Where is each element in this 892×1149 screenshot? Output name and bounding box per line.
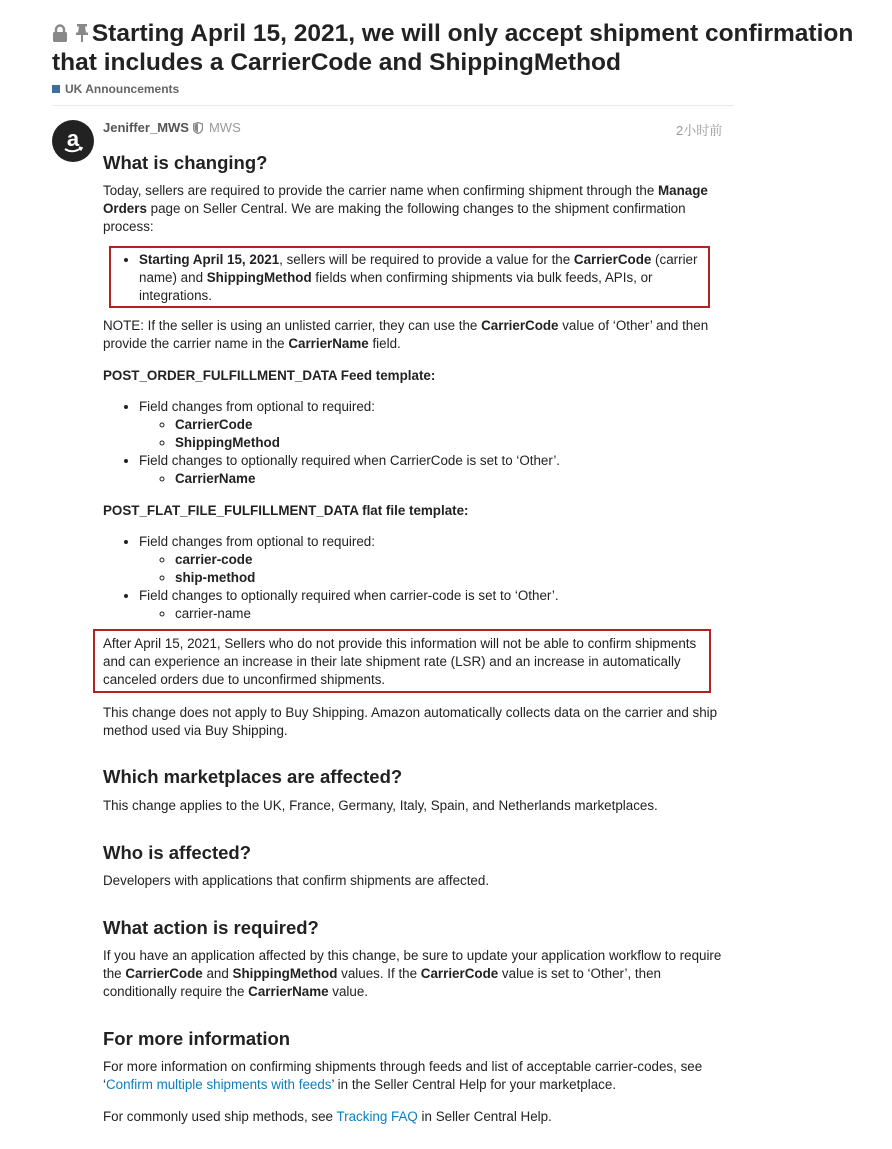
lock-icon [52,24,68,42]
shield-icon [193,122,203,134]
ship-methods-paragraph: For commonly used ship methods, see Tracking FAQ in Seller Central Help. [103,1109,552,1124]
intro-paragraph: Today, sellers are required to provide the carrier name when confirming shipment through the Manage Orders page on Seller Central. We are making the following changes to the shipment confirmation process: [103,183,708,234]
highlight-box-warning [93,629,711,693]
list-item: ◦ CarrierCode [175,416,759,434]
list-item: • Field changes from optional to required: ◦ CarrierCode ◦ ShippingMethod [139,398,759,452]
flat-file-template-list [103,533,759,623]
title-icons [52,21,89,49]
category-color-icon [52,85,60,93]
list-item: • Field changes from optional to required: ◦ carrier-code ◦ ship-method [139,533,759,587]
topic-title-text: Starting April 15, 2021, we will only accept shipment confirmation that includes a CarrierCode and ShippingMethod [52,20,854,76]
confirm-shipments-link[interactable]: Confirm multiple shipments with feeds [105,1077,332,1092]
user-group[interactable]: MWS [208,120,241,135]
divider [52,105,733,106]
category-label: UK Announcements [65,82,180,96]
list-item: • Field changes to optionally required when CarrierCode is set to ‘Other’. ◦ CarrierName [139,452,759,488]
deadline-bullet: • Starting April 15, 2021, sellers will be required to provide a value for the CarrierCode (carrier name) and ShippingMethod fields when confirming shipments via bulk feeds, APIs, or integrations. [139,251,708,305]
who-paragraph: Developers with applications that confirm shipments are affected. [103,873,490,888]
warning-paragraph: After April 15, 2021, Sellers who do not provide this information will not be able to confirm shipments and can experience an increase in their late shipment rate (LSR) and an increase in automatically canceled orders due to unconfirmed shipments. [103,636,697,687]
category-badge[interactable] [52,82,179,96]
post-meta [103,120,241,135]
action-paragraph: If you have an application affected by this change, be sure to update your application workflow to require the CarrierCode and ShippingMethod values. If the CarrierCode value is set to ‘Other’, then conditionally require the CarrierName value. [103,948,722,999]
list-item: ◦ ship-method [175,569,759,587]
list-item: ◦ ShippingMethod [175,434,759,452]
buy-shipping-paragraph: This change does not apply to Buy Shipping. Amazon automatically collects data on the carrier and ship method used via Buy Shipping. [103,705,718,738]
highlight-box-deadline [109,246,710,308]
post-time[interactable]: 2小时前 [676,123,723,138]
flat-file-template-title: POST_FLAT_FILE_FULFILLMENT_DATA flat file template: [103,503,469,518]
list-item: • Field changes to optionally required when carrier-code is set to ‘Other’. ◦ carrier-name [139,587,759,623]
heading-marketplaces: Which marketplaces are affected? [103,766,403,787]
heading-more-info: For more information [103,1028,291,1049]
topic-title [52,20,887,77]
feed-template-list [103,398,759,488]
note-paragraph: NOTE: If the seller is using an unlisted carrier, they can use the CarrierCode value of ‘Other’ and then provide the carrier name in the CarrierName field. [103,318,709,351]
tracking-faq-link[interactable]: Tracking FAQ [336,1109,418,1124]
heading-who-affected: Who is affected? [103,842,252,863]
more-info-paragraph: For more information on confirming shipments through feeds and list of acceptable carrier-codes, see ‘Confirm multiple shipments with feeds’ in the Seller Central Help for your marketplace. [103,1059,703,1092]
heading-what-is-changing: What is changing? [103,152,268,173]
list-item: ◦ carrier-code [175,551,759,569]
svg-text:a: a [66,127,80,151]
list-item: ◦ CarrierName [175,470,759,488]
heading-action-required: What action is required? [103,917,319,938]
feed-template-title: POST_ORDER_FULFILLMENT_DATA Feed template: [103,368,436,383]
avatar[interactable] [52,120,94,162]
pin-icon [75,24,89,42]
amazon-logo-icon [59,127,87,155]
marketplaces-paragraph: This change applies to the UK, France, Germany, Italy, Spain, and Netherlands marketplaces. [103,798,658,813]
author-name[interactable]: Jeniffer_MWS [103,120,189,135]
list-item: ◦ carrier-name [175,605,759,623]
